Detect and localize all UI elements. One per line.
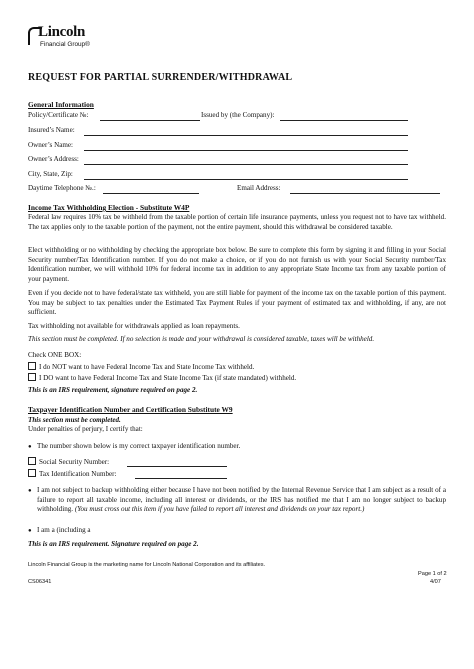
w9-bullet-2-italic: (You must cross out this item if you have failed to report all interest and dividends on your tax report.) [74, 505, 365, 514]
withholding-checkbox[interactable] [28, 373, 36, 381]
w4p-paragraph-4: Tax withholding not available for withdrawals applied as loan repayments. [28, 322, 240, 330]
owner-address-label: Owner’s Address: [28, 155, 79, 163]
w9-must-complete: This section must be completed. [28, 416, 121, 424]
email-label: Email Address: [237, 184, 281, 192]
w9-bullet-2-body: I am not subject to backup withholding either because I have not been notified by the Internal Revenue Service that I am subject as a result of a failure to report all taxable income, including all interest or dividends, or the IRS has notified me that I am no longer subject to backup withholding. [37, 486, 446, 514]
owner-address-field[interactable] [84, 164, 408, 165]
w4p-paragraph-1: Federal law requires 10% tax be withheld from the taxable portion of certain life insurance payments, unless you request not to have tax withheld. The tax applies only to the taxable portion of the payment, not the entire payment, should this withdrawal be considered taxable. [28, 213, 446, 231]
footer-marketing: Lincoln Financial Group is the marketing name for Lincoln National Corporation and its affiliates. [28, 562, 266, 568]
withholding-label: I DO want to have Federal Income Tax and State Income Tax (if state mandated) withheld. [39, 374, 297, 382]
no-withholding-checkbox[interactable] [28, 362, 36, 370]
w9-perjury-text: Under penalties of perjury, I certify that: [28, 425, 143, 433]
owner-name-label: Owner’s Name: [28, 141, 73, 149]
w4p-paragraph-3: Even if you decide not to have federal/state tax withheld, you are still liable for payment of the income tax on the taxable portion of this payment. You may be subject to tax penalties under the Estimated Tax Payment Rules if your payment of estimated tax and withholding, if any, are not sufficient. [28, 289, 446, 317]
tin-label: Tax Identification Number: [39, 470, 117, 478]
ssn-field[interactable] [127, 466, 227, 467]
issued-by-field[interactable] [280, 120, 408, 121]
bullet-icon: ● [28, 488, 32, 494]
lincoln-logo [28, 24, 118, 59]
w4p-paragraph-2: Elect withholding or no withholding by checking the appropriate box below. Be sure to complete this form by signing it and filling in your Social Security number/Tax Identification number. If you do not make a choice, or if you do not furnish us with your Social Security number/Tax Identification number, we will withhold 10% for federal income tax in addition to any appropriate State Income tax from any taxable portion of your payment. [28, 246, 446, 284]
issued-by-label: Issued by (the Company): [201, 111, 275, 119]
w9-bullet-3 [28, 526, 32, 537]
w9-heading: Taxpayer Identification Number and Certification Substitute W9 [28, 405, 233, 414]
policy-label: Policy/Certificate №: [28, 111, 89, 119]
tin-option[interactable] [28, 469, 117, 480]
w9-bullet-3-text: I am a (including a [37, 526, 91, 534]
ssn-label: Social Security Number: [39, 458, 110, 466]
policy-field[interactable] [100, 120, 200, 121]
w9-bullet-2-text [37, 486, 446, 515]
check-one-box-label: Check ONE BOX: [28, 351, 82, 359]
city-state-zip-label: City, State, Zip: [28, 170, 73, 178]
withholding-option[interactable] [28, 373, 296, 384]
owner-name-field[interactable] [84, 150, 408, 151]
logo-subtitle: Financial Group® [40, 41, 90, 48]
ssn-option[interactable] [28, 457, 109, 468]
form-title: REQUEST FOR PARTIAL SURRENDER/WITHDRAWAL [28, 72, 293, 83]
footer-date: 4/07 [430, 579, 441, 585]
email-field[interactable] [290, 193, 440, 194]
phone-field[interactable] [103, 193, 199, 194]
footer-page: Page 1 of 2 [418, 571, 447, 577]
insured-name-label: Insured’s Name: [28, 126, 75, 134]
w9-bullet-1 [28, 442, 32, 453]
bullet-icon: ● [28, 528, 32, 534]
no-withholding-label: I do NOT want to have Federal Income Tax and State Income Tax withheld. [39, 363, 255, 371]
w9-bullet-2 [28, 486, 32, 497]
w9-irs-note: This is an IRS requirement. Signature required on page 2. [28, 540, 199, 548]
ssn-checkbox[interactable] [28, 457, 36, 465]
tin-checkbox[interactable] [28, 469, 36, 477]
w4p-irs-note: This is an IRS requirement, signature required on page 2. [28, 386, 198, 394]
city-state-zip-field[interactable] [84, 179, 408, 180]
phone-label: Daytime Telephone №.: [28, 184, 96, 192]
footer-form-number: CS06341 [28, 579, 52, 585]
bullet-icon: ● [28, 444, 32, 450]
general-info-heading: General Information [28, 100, 94, 109]
tin-field[interactable] [135, 478, 227, 479]
w4p-paragraph-5: This section must be completed. If no selection is made and your withdrawal is considered taxable, taxes will be withheld. [28, 335, 375, 343]
w9-bullet-1-text: The number shown below is my correct taxpayer identification number. [37, 442, 241, 450]
logo-name: Lincoln [38, 24, 86, 40]
insured-name-field[interactable] [84, 135, 408, 136]
w4p-heading: Income Tax Withholding Election - Substitute W4P [28, 203, 190, 212]
no-withholding-option[interactable] [28, 362, 254, 373]
